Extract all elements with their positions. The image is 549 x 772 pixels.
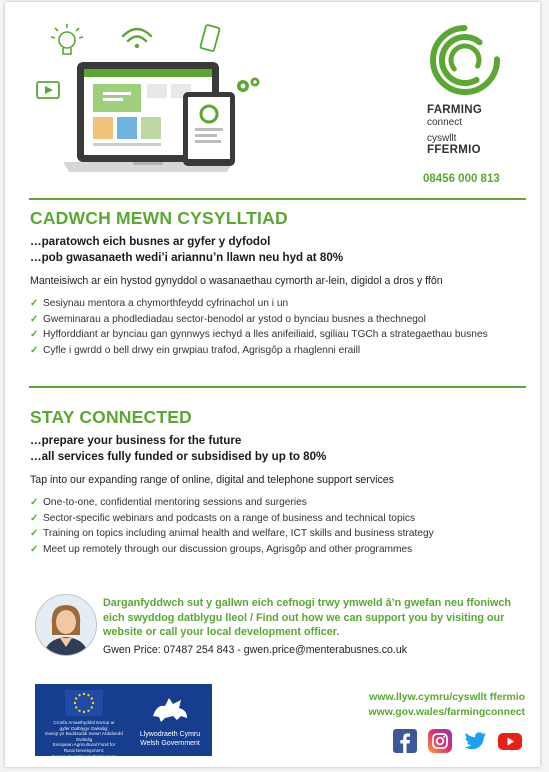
welsh-section bbox=[30, 208, 530, 358]
check-icon: ✓ bbox=[30, 298, 39, 309]
list-item: ✓ Training on topics including animal health and welfare, ICT skills and business strategy bbox=[30, 526, 530, 542]
list-item: ✓ Gweminarau a phodlediadau sector-benodol ar ystod o bynciau busnes a thechnegol bbox=[30, 312, 530, 328]
english-subheading-1: …prepare your business for the future bbox=[30, 434, 242, 447]
list-item: ✓ One-to-one, confidential mentoring sessions and surgeries bbox=[30, 495, 530, 511]
website-link-en[interactable]: www.gov.wales/farmingconnect bbox=[368, 707, 525, 718]
welsh-government-logo bbox=[131, 690, 209, 752]
website-links bbox=[369, 690, 525, 720]
list-item: ✓ Meet up remotely through our discussion groups, Agrisgôp and other programmes bbox=[30, 542, 530, 558]
lightbulb-icon bbox=[51, 24, 83, 54]
check-icon: ✓ bbox=[30, 497, 39, 508]
website-link-cy[interactable]: www.llyw.cymru/cyswllt ffermio bbox=[369, 692, 525, 703]
facebook-icon[interactable] bbox=[393, 729, 417, 753]
divider-middle bbox=[29, 386, 526, 388]
contact-block bbox=[35, 594, 530, 664]
english-section bbox=[30, 407, 530, 557]
avatar bbox=[35, 594, 97, 656]
check-icon: ✓ bbox=[30, 329, 39, 340]
english-intro: Tap into our expanding range of online, digital and telephone support services bbox=[30, 474, 394, 486]
brand-name-cy-sub: FFERMIO bbox=[427, 144, 481, 156]
list-item: ✓ Sesiynau mentora a chymorthfeydd cyfrinachol un i un bbox=[30, 296, 530, 312]
english-subheading-2: …all services fully funded or subsidised by up to 80% bbox=[30, 450, 327, 463]
farming-connect-logo-mark bbox=[427, 22, 503, 98]
check-icon: ✓ bbox=[30, 344, 39, 356]
eu-fund-text: Cronfa Amaethyddol Ewrop ar gyfer Datblygu Gwledig: Ewrop yn Buddsoddi mewn Ardaloedd Gwledig European Agricultural Fund for Rural Development: Europe Investing in Rural Areas bbox=[45, 720, 123, 759]
welsh-heading: CADWCH MEWN CYSYLLTIAD bbox=[30, 208, 288, 228]
contact-details[interactable]: Gwen Price: 07487 254 843 - gwen.price@menterabusnes.co.uk bbox=[103, 644, 408, 656]
list-item: ✓ Hyfforddiant ar bynciau gan gynnwys iechyd a lles anifeiliaid, sgiliau TGCh a strategaethau busnes bbox=[30, 327, 530, 343]
list-item: ✓ Cyfle i gwrdd o bell drwy ein grwpiau trafod, Agrisgôp a rhaglenni eraill bbox=[30, 343, 530, 359]
welsh-subheading-1: …paratowch eich busnes ar gyfer y dyfodol bbox=[30, 235, 271, 248]
welsh-intro: Manteisiwch ar ein hystod gynyddol o wasanaethau cymorth ar-lein, digidol a dros y ffôn bbox=[30, 275, 443, 287]
wifi-icon bbox=[123, 29, 151, 48]
twitter-icon[interactable] bbox=[463, 729, 487, 753]
video-play-icon bbox=[37, 82, 59, 98]
tablet-icon bbox=[183, 92, 235, 166]
brand-name-cy: cyswllt bbox=[427, 133, 457, 144]
social-links bbox=[393, 729, 528, 757]
english-heading: STAY CONNECTED bbox=[30, 407, 192, 427]
divider-top bbox=[29, 198, 526, 200]
check-icon: ✓ bbox=[30, 512, 39, 524]
gears-icon bbox=[237, 78, 260, 93]
youtube-icon[interactable] bbox=[498, 729, 522, 753]
eu-fund-logo bbox=[41, 690, 127, 759]
smartphone-icon bbox=[200, 25, 220, 52]
hero-illustration bbox=[33, 16, 283, 186]
check-icon: ✓ bbox=[30, 528, 39, 539]
dragon-icon bbox=[147, 690, 193, 724]
eu-flag-icon bbox=[65, 690, 103, 716]
farming-connect-logo bbox=[415, 22, 525, 192]
flyer-page bbox=[5, 2, 540, 767]
brand-name-en-sub: connect bbox=[427, 117, 463, 128]
laptop-illustration bbox=[33, 16, 283, 186]
brand-name-en: FARMING bbox=[427, 104, 483, 116]
helpline-number[interactable]: 08456 000 813 bbox=[423, 173, 500, 185]
welsh-subheading-2: …pob gwasanaeth wedi’i ariannu’n llawn neu hyd at 80% bbox=[30, 251, 344, 264]
check-icon: ✓ bbox=[30, 313, 39, 325]
english-services-list bbox=[30, 495, 530, 557]
welsh-government-text: Llywodraeth Cymru Welsh Government bbox=[139, 731, 201, 747]
list-item: ✓ Sector-specific webinars and podcasts on a range of business and technical topics bbox=[30, 511, 530, 527]
funders-logos bbox=[35, 684, 212, 759]
check-icon: ✓ bbox=[30, 543, 39, 555]
welsh-services-list bbox=[30, 296, 530, 358]
instagram-icon[interactable] bbox=[428, 729, 452, 753]
contact-message: Darganfyddwch sut y gallwn eich cefnogi trwy ymweld â’n gwefan neu ffoniwch eich swyddog datblygu lleol / Find out how we can support you by visiting our website or call your local development officer. bbox=[103, 597, 511, 638]
